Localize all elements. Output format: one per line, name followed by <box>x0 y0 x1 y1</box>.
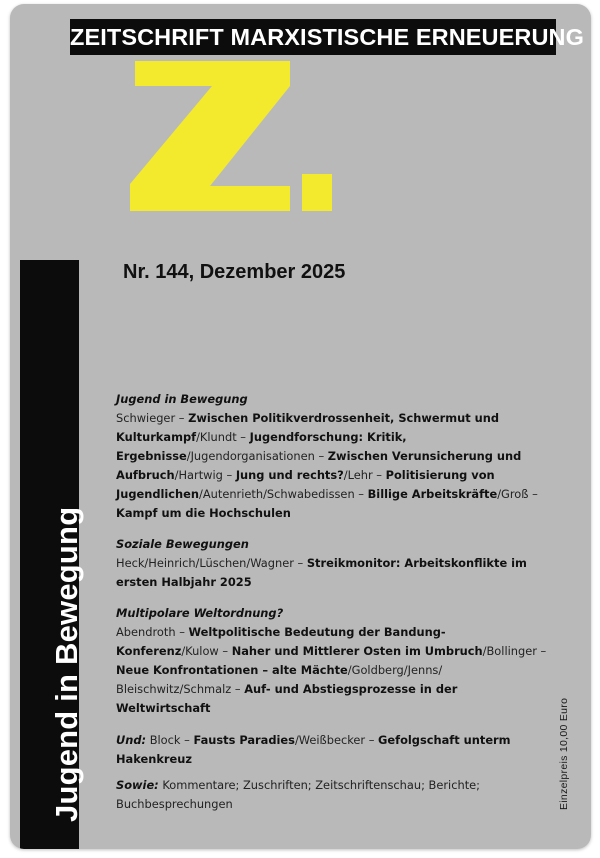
separator: – <box>175 411 189 425</box>
article-title: Naher und Mittlerer Osten im Umbruch <box>231 644 483 658</box>
author: Heck/Heinrich/Lüschen/Wagner <box>116 556 294 570</box>
separator: – <box>180 733 194 747</box>
author: /Bollinger <box>482 644 537 658</box>
magazine-cover <box>10 4 591 849</box>
section-text <box>116 731 548 769</box>
author: Abendroth <box>116 625 176 639</box>
author: /Lehr <box>343 468 373 482</box>
author: /Goldberg/Jenns/ Bleischwitz/Schmalz <box>116 663 443 696</box>
separator: – <box>236 430 250 444</box>
article-title: Jung und rechts? <box>235 468 344 482</box>
article-title: Streikmonitor: Arbeitskonflikte im ersten Halbjahr 2025 <box>116 556 527 589</box>
article-title: Weltpolitische Bedeutung der Bandung-Konferenz <box>116 625 446 658</box>
section-label: Sowie: <box>116 778 159 792</box>
z-period-shape <box>302 174 332 211</box>
separator: – <box>354 487 368 501</box>
author: Block <box>146 733 181 747</box>
separator: – <box>175 625 189 639</box>
article-title: Fausts Paradies <box>193 733 295 747</box>
separator: – <box>314 449 328 463</box>
article-title: Jugendforschung: Kritik, Ergebnisse <box>116 430 407 463</box>
separator: – <box>222 468 236 482</box>
masthead: ZEITSCHRIFT MARXISTISCHE ERNEUERUNG <box>70 19 556 55</box>
separator: – <box>536 644 547 658</box>
misc-contents: Kommentare; Zuschriften; Zeitschriftenschau; Berichte; Buchbesprechungen <box>116 778 481 811</box>
article-title: Gefolgschaft unterm Hakenkreuz <box>116 733 511 766</box>
section-heading: Soziale Bewegungen <box>116 537 249 551</box>
author: /Jugendorganisationen <box>186 449 315 463</box>
author: Schwieger <box>116 411 176 425</box>
separator: – <box>218 644 232 658</box>
section-text <box>116 554 548 592</box>
separator: – <box>528 487 538 501</box>
section-text <box>116 776 548 814</box>
author: /Weißbecker <box>294 733 366 747</box>
article-title: Zwischen Verunsicherung und Aufbruch <box>116 449 522 482</box>
toc-sowie <box>116 776 548 814</box>
toc-und <box>116 731 548 769</box>
article-title: Zwischen Politikverdrossenheit, Schwermut und Kulturkampf <box>116 411 500 444</box>
author: /Klundt <box>196 430 237 444</box>
author: /Groß <box>497 487 529 501</box>
section-heading: Multipolare Weltordnung? <box>116 606 284 620</box>
author: /Autenrieth/Schwabedissen <box>199 487 355 501</box>
section-text <box>116 409 548 523</box>
issue-number: Nr. 144, Dezember 2025 <box>123 261 346 283</box>
z-letter-shape <box>130 61 290 211</box>
toc-section-soziale <box>116 535 548 592</box>
article-title: Kampf um die Hochschulen <box>116 506 291 520</box>
article-title: Neue Konfrontationen – alte Mächte <box>116 663 348 677</box>
price-label: Einzelpreis 10,00 Euro <box>558 697 570 810</box>
separator: – <box>365 733 379 747</box>
section-label: Und: <box>116 733 147 747</box>
author: /Hartwig <box>174 468 223 482</box>
separator: – <box>372 468 386 482</box>
toc-section-multipolar <box>116 604 548 718</box>
separator: – <box>293 556 307 570</box>
article-title: Auf- und Abstiegsprozesse in der Weltwirtschaft <box>116 682 458 715</box>
article-title: Politisierung von Jugendlichen <box>116 468 495 501</box>
section-text <box>116 623 548 718</box>
spine-title: Jugend in Bewegung <box>49 506 84 822</box>
separator: – <box>231 682 245 696</box>
section-heading: Jugend in Bewegung <box>116 392 248 406</box>
toc-section-jugend <box>116 390 548 523</box>
article-title: Billige Arbeitskräfte <box>367 487 498 501</box>
author: /Kulow <box>181 644 219 658</box>
z-logo <box>130 56 340 218</box>
